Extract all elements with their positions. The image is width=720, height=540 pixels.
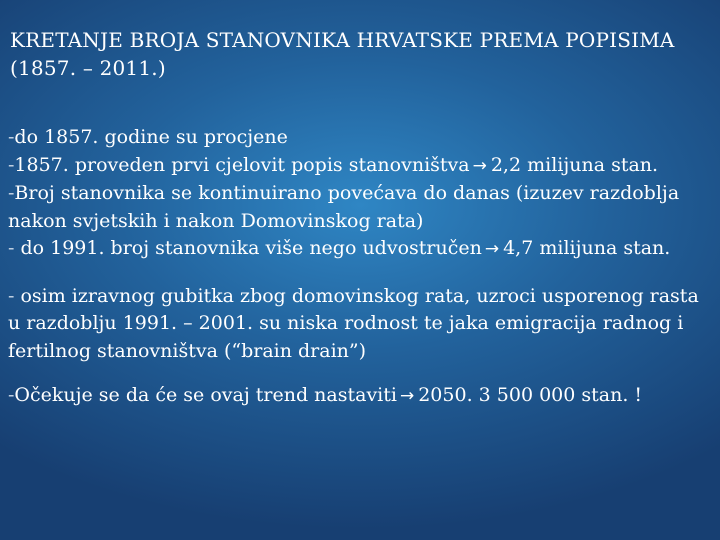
bullet-estimates [8, 124, 716, 152]
bullet-value: 4,7 milijuna stan. [503, 237, 671, 259]
bullet-dash: - [8, 384, 15, 406]
bullet-text: Broj stanovnika se kontinuirano povećava do danas (izuzev razdoblja nakon svjetskih i nakon Domovinskog rata) [8, 182, 680, 232]
bullet-dash: - [8, 182, 15, 204]
bullet-value: 2,2 milijuna stan. [490, 153, 659, 176]
arrow-right-icon: → [472, 155, 487, 176]
slide-title: KRETANJE BROJA STANOVNIKA HRVATSKE PREMA POPISIMA (1857. – 2011.) [10, 28, 675, 80]
bullet-dash: - [8, 284, 21, 307]
bullet-text: Očekuje se da će se ovaj trend nastaviti [14, 384, 397, 406]
bullet-list [8, 124, 716, 411]
bullet-text: do 1857. godine su procjene [14, 126, 288, 148]
bullet-text: do 1991. broj stanovnika više nego udvostručen [20, 237, 482, 259]
bullet-2050-projection [8, 382, 716, 411]
spacer [8, 365, 716, 382]
bullet-dash: - [8, 237, 21, 259]
spacer [8, 264, 716, 283]
bullet-continuous-growth [8, 180, 716, 235]
arrow-right-icon: → [484, 239, 500, 259]
bullet-text: osim izravnog gubitka zbog domovinskog rata, uzroci usporenog rasta u razdoblju 1991. – 2001. su niska rodnost te jaka emigracija radnog i fertilnog stanovništva (“brain drain”) [8, 284, 699, 362]
bullet-1991-doubled [8, 235, 716, 264]
bullet-value: 2050. 3 500 000 stan. ! [418, 384, 643, 406]
bullet-dash: - [8, 126, 15, 148]
bullet-first-census [8, 152, 716, 181]
arrow-right-icon: → [399, 386, 415, 406]
bullet-text: 1857. proveden prvi cjelovit popis stanovništva [14, 153, 470, 176]
bullet-dash: - [8, 153, 15, 176]
bullet-slowed-growth-causes [8, 283, 716, 366]
